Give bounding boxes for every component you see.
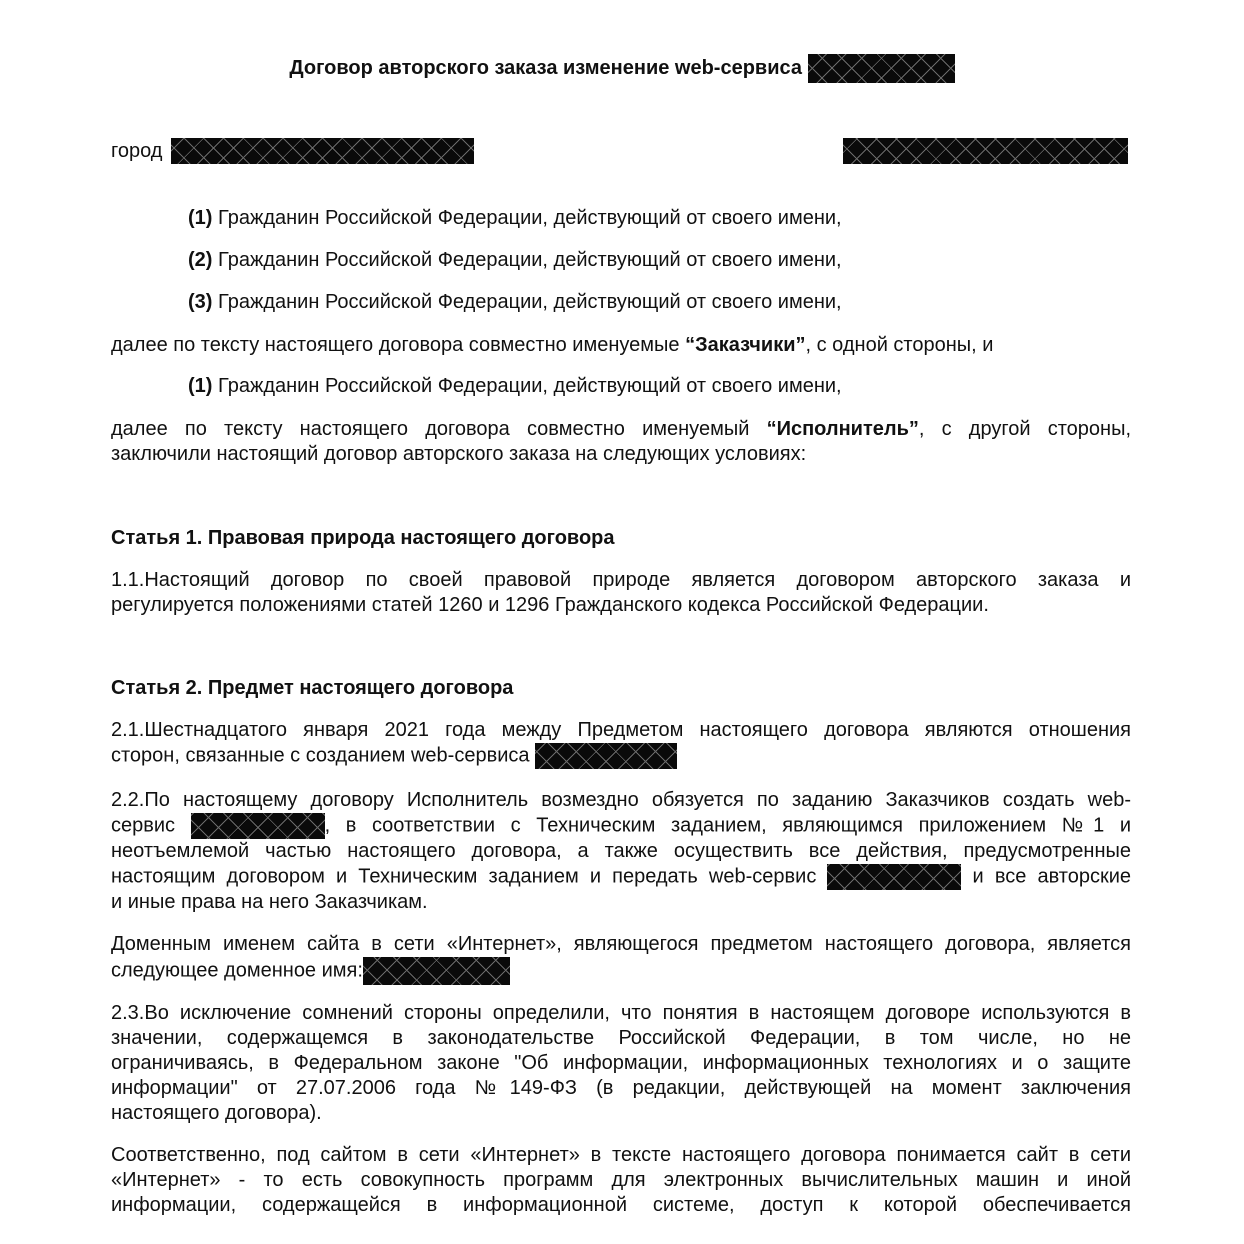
article-2-heading: Статья 2. Предмет настоящего договора [111, 677, 514, 699]
clause-2-1: 2.1.Шестнадцатого января 2021 года между Предметом настоящего договора являются отношения сторон, связанные с созданием web-сервиса [111, 718, 1131, 769]
customers-definition: далее по тексту настоящего договора совместно именуемые “Заказчики”, с одной стороны, и [111, 334, 994, 356]
redaction-block [535, 743, 677, 769]
redaction-block [827, 864, 961, 890]
customer-1: (1) Гражданин Российской Федерации, действующий от своего имени, [188, 207, 842, 229]
clause-1-1: 1.1.Настоящий договор по своей правовой природе является договором авторского заказа и регулируется положениями статей 1260 и 1296 Гражданского кодекса Российской Федерации. [111, 569, 1131, 616]
document-title: Договор авторского заказа изменение web-сервиса [0, 54, 1244, 83]
customer-3: (3) Гражданин Российской Федерации, действующий от своего имени, [188, 291, 842, 313]
domain-name-paragraph: Доменным именем сайта в сети «Интернет», являющегося предметом настоящего договора, является следующее доменное имя: [111, 932, 1131, 985]
customer-2: (2) Гражданин Российской Федерации, действующий от своего имени, [188, 249, 842, 271]
executor-1: (1) Гражданин Российской Федерации, действующий от своего имени, [188, 375, 842, 397]
city-label: город [111, 140, 163, 162]
clause-2-3: 2.3.Во исключение сомнений стороны определили, что понятия в настоящем договоре используются в значении, содержащемся в законодательстве Российской Федерации, в том числе, но не ограничиваясь, в Федеральном законе "Об информации, информационных технологиях и о защите информации" от 27.07.2006 года №149-ФЗ (в редакции, действующей на момент заключения настоящего договора). [111, 1002, 1131, 1124]
redaction-block [808, 54, 955, 83]
date-redaction [843, 138, 1128, 164]
executor-definition: далее по тексту настоящего договора совместно именуемый “Исполнитель”, с другой стороны, заключили настоящий договор авторского заказа на следующих условиях: [111, 418, 1131, 465]
clause-2-2: 2.2.По настоящему договору Исполнитель возмездно обязуется по заданию Заказчиков создать web- сервис , в соответствии с Техническим заданием, являющимся приложением №1 и неотъемлемой частью настоящего договора, а также осуществить все действия, предусмотренные настоящим договором и Техническим заданием и передать web-сервис и все авторские и иные права на него Заказчикам. [111, 789, 1131, 913]
redaction-block [191, 813, 325, 839]
city-date-row [111, 139, 1131, 165]
website-definition-paragraph: Соответственно, под сайтом в сети «Интернет» в тексте настоящего договора понимается сайт в сети «Интернет» - то есть совокупность программ для электронных вычислительных машин и иной информации, содержащейся в информационной системе, доступ к которой обеспечивается [111, 1144, 1131, 1216]
city-redaction [171, 138, 474, 164]
article-1-heading: Статья 1. Правовая природа настоящего договора [111, 527, 615, 549]
redaction-block [363, 957, 510, 985]
